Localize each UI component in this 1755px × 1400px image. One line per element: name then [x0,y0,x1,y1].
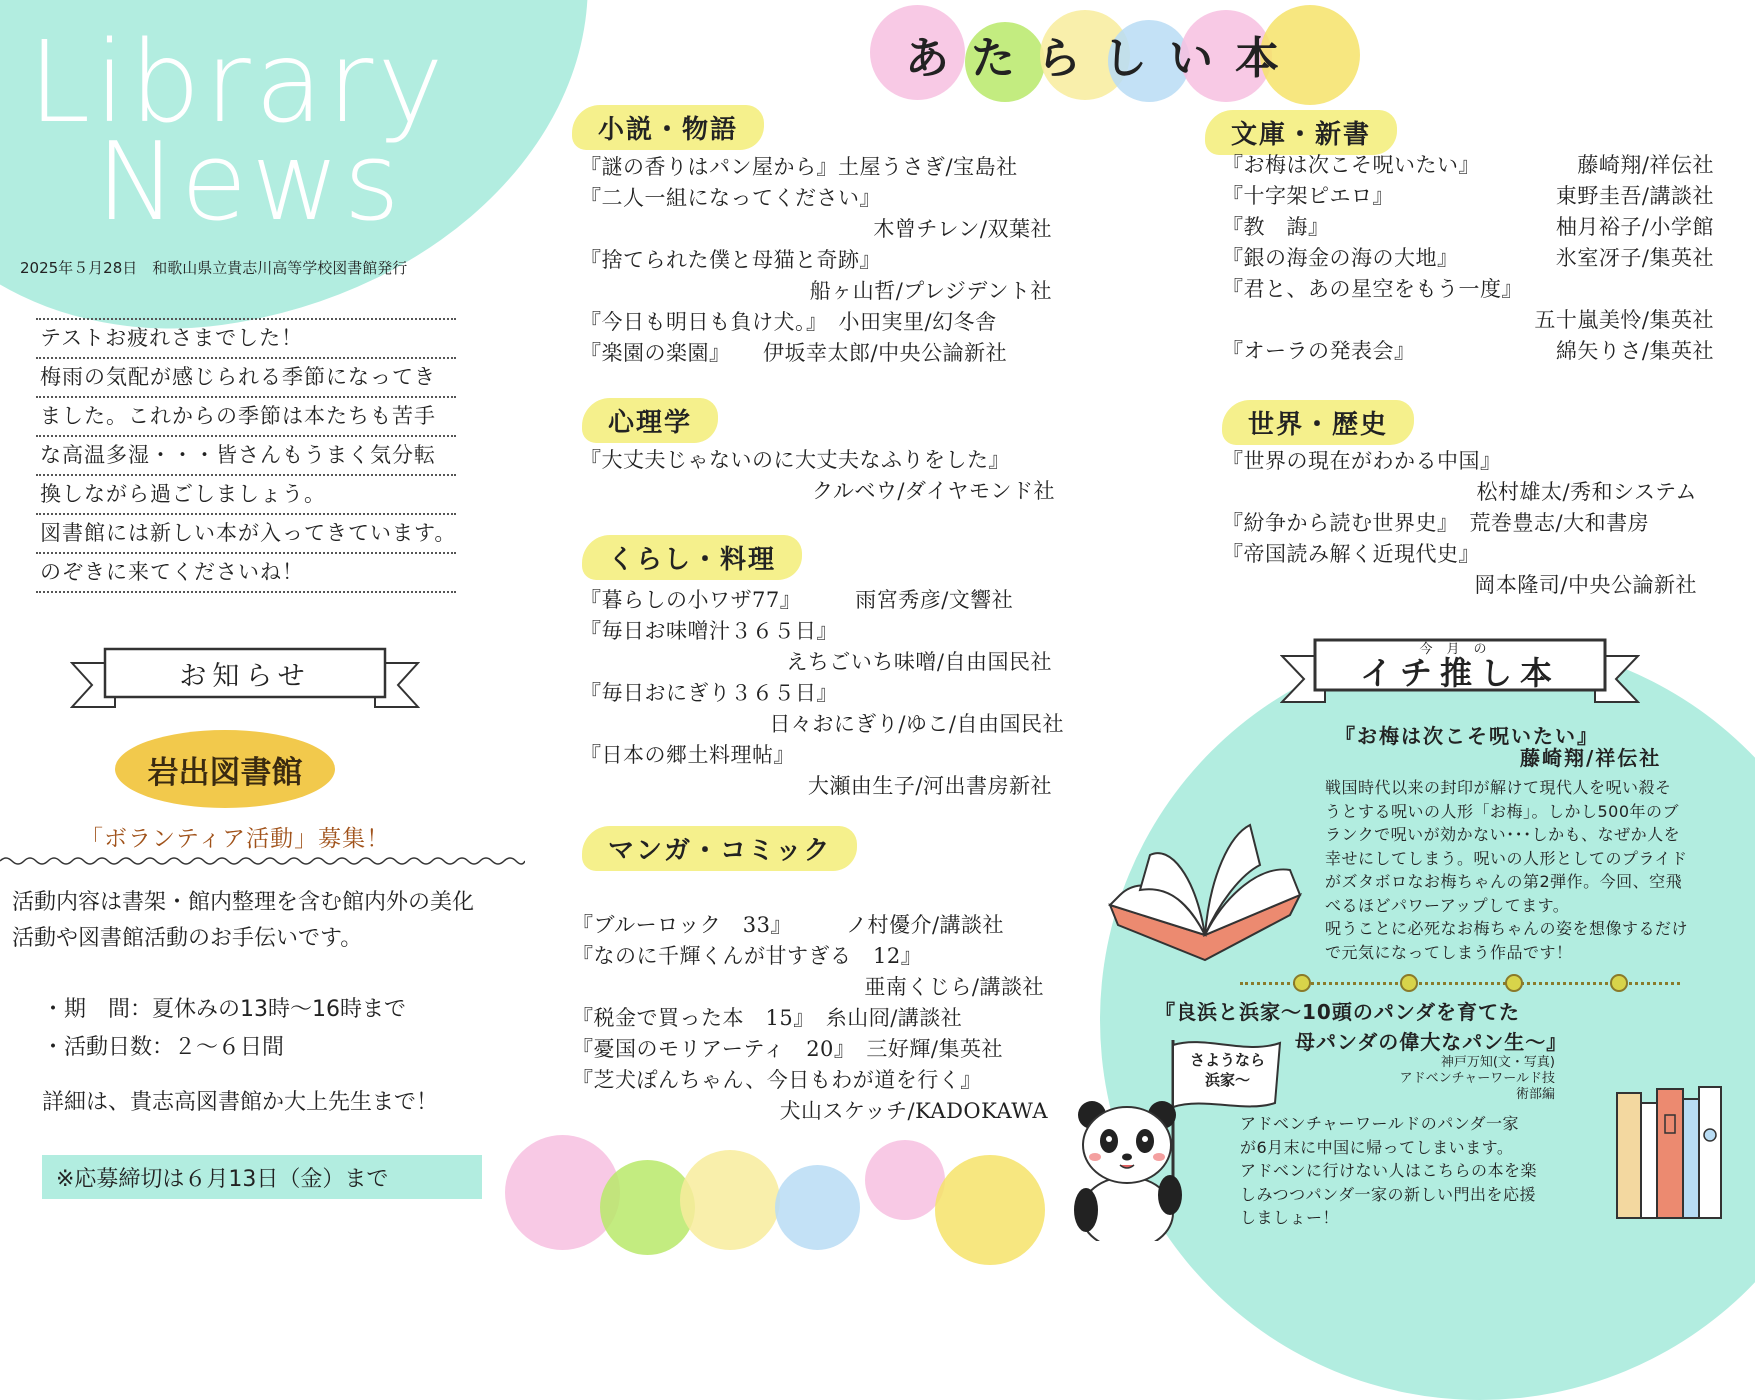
pick-book1-author: 藤崎翔/祥伝社 [1520,746,1662,770]
notice-headline: 「ボランティア活動」募集！ [80,826,391,852]
book-author: 東野圭吾/講談社 [1555,184,1714,208]
pick-book2-title-line1: 『良浜と浜家～10頭のパンダを育てた [1155,1000,1521,1024]
bunko-list [1222,150,1714,367]
pick-book2-desc [1240,1112,1570,1230]
desc-line: べるほどパワーアップしてます。 [1325,895,1570,915]
book-author: 五十嵐美怜/集英社 [1534,308,1714,332]
book-author: 氷室冴子/集英社 [1555,246,1714,270]
desc-line: しみつつパンダ一家の新しい門出を応援 [1240,1184,1537,1204]
book-row [1222,212,1714,243]
intro-line: のぞきに来てくださいね！ [36,554,456,593]
notice-period: ・期 間：夏休みの13時～16時まで [42,997,406,1022]
book-row [1222,305,1714,336]
book-line: 『芝犬ぽんちゃん、今日もわが道を行く』 [572,1068,982,1092]
book-title: 『銀の海金の海の大地』 [1222,246,1459,270]
desc-line: ランクで呪いが効かない･･･しかも、なぜか人を [1325,825,1681,844]
notice-ribbon [70,645,420,715]
flag-text-line: さようなら [1189,1051,1265,1069]
category-living: くらし・料理 [582,535,802,580]
desc-line: が6月末に中国に帰ってしまいます。 [1240,1137,1514,1157]
new-books-title: あたらしい本 [905,33,1301,84]
desc-line: 幸せにしてしまう。呪いの人形としてのプライド [1325,848,1688,868]
book-row [1222,336,1714,367]
book-line: 『毎日お味噌汁３６５日』 [580,619,838,643]
separator-dot-icon [1610,974,1628,992]
notice-days: ・活動日数：２～６日間 [42,1035,285,1060]
decor-circle-pink [865,1140,945,1220]
book-row [1222,243,1714,274]
book-line: 『謎の香りはパン屋から』土屋うさぎ/宝島社 [580,155,1018,179]
book-line: 『暮らしの小ワザ77』 雨宮秀彦/文響社 [580,588,1014,612]
separator-dot-icon [1293,974,1311,992]
publication-info: 2025年５月28日 和歌山県立貴志川高等学校図書館発行 [20,259,408,277]
book-author: 柚月裕子/小学館 [1555,215,1714,239]
pick-book1-title: 『お梅は次こそ呪いたい』 [1335,724,1599,748]
book-row [1222,150,1714,181]
library-badge: 岩出図書館 [115,730,335,808]
notice-body-line: 活動内容は書架・館内整理を含む館内外の美化 [12,890,475,915]
pick-ribbon [1280,636,1640,708]
desc-line: うとする呪いの人形「お梅」。しかし500年のブ [1325,801,1680,821]
book-line: 『日本の郷土料理帖』 [580,743,795,767]
decor-circle-yellow [935,1155,1045,1265]
book-title: 『君と、あの星空をもう一度』 [1222,277,1523,301]
book-line: 『憂国のモリアーティ 20』 三好輝/集英社 [572,1037,1003,1061]
book-line: 『ブルーロック 33』 ノ村優介/講談社 [572,913,1005,937]
book-line: 大瀬由生子/河出書房新社 [807,774,1052,798]
desc-line: しましょー！ [1240,1208,1340,1227]
panda-icon [1062,1095,1192,1241]
desc-line: 戦国時代以来の封印が解けて現代人を呪い殺そ [1325,778,1672,797]
intro-line: テストお疲れさまでした！ [36,318,456,359]
desc-line: アドベンチャーワールドのパンダ一家 [1240,1114,1520,1133]
pick-book2-title-line2: 母パンダの偉大なパン生～』 [1295,1030,1568,1054]
book-line: 『帝国読み解く近現代史』 [1222,542,1480,566]
intro-line: な高温多湿・・・皆さんもうまく気分転 [36,437,456,476]
book-line: 『今日も明日も負け犬。』 小田実里/幻冬舎 [580,310,997,334]
book-line: 松村雄太/秀和システム [1476,480,1697,504]
pick-ribbon-label: イチ推し本 [1359,654,1560,692]
book-line: 『世界の現在がわかる中国』 [1222,449,1502,473]
book-line: 木曾チレン/双葉社 [873,217,1052,241]
decor-circle-yellow [680,1150,780,1250]
book-row [1222,181,1714,212]
category-psychology: 心理学 [582,398,718,443]
book-author: 藤崎翔/祥伝社 [1577,153,1714,177]
intro-message [36,318,456,593]
pick-book2-credit [1380,1055,1555,1103]
separator-dot-icon [1505,974,1523,992]
category-novel: 小説・物語 [572,105,764,150]
book-row [1222,274,1714,305]
desc-line: がズタボロなお梅ちゃんの第2弾作。今回、空飛 [1325,872,1683,891]
book-line: 『楽園の楽園』 伊坂幸太郎/中央公論新社 [580,341,1008,365]
book-line: えちごいち味噌/自由国民社 [786,650,1052,674]
newsletter-title-library: Library [28,18,448,148]
book-line: 『捨てられた僕と母猫と奇跡』 [580,248,881,272]
book-line: 岡本隆司/中央公論新社 [1474,573,1697,597]
deadline-box: ※応募締切は６月13日（金）まで [42,1155,482,1199]
category-bunko: 文庫・新書 [1205,110,1397,155]
category-world: 世界・歴史 [1222,400,1414,445]
notice-detail: 詳細は、貴志高図書館か大上先生まで！ [42,1090,439,1115]
separator-dot-icon [1400,974,1418,992]
credit-line: アドベンチャーワールド技 [1399,1071,1555,1086]
wavy-divider [0,855,525,867]
intro-line: 図書館には新しい本が入ってきています。 [36,515,456,554]
book-title: 『オーラの発表会』 [1222,339,1416,363]
notice-body-line: 活動や図書館活動のお手伝いです。 [12,926,363,951]
category-manga: マンガ・コミック [582,826,857,871]
book-line: 犬山スケッチ/KADOKAWA [779,1099,1048,1123]
books-shelf-icon [1615,1085,1725,1220]
intro-line: ました。これからの季節は本たちも苦手 [36,398,456,437]
book-author: 綿矢りさ/集英社 [1555,339,1714,363]
book-line: 『毎日おにぎり３６５日』 [580,681,838,705]
book-line: 亜南くじら/講談社 [864,975,1044,999]
flag-text-line: 浜家～ [1204,1071,1250,1089]
credit-line: 神戸万知(文・写真) [1440,1055,1555,1070]
book-line: クルベウ/ダイヤモンド社 [811,479,1055,503]
book-line: 『税金で買った本 15』 糸山冏/講談社 [572,1006,963,1030]
book-line: 『なのに千輝くんが甘すぎる 12』 [572,944,923,968]
pick-ribbon-small: 今月の [1419,642,1501,657]
book-line: 『大丈夫じゃないのに大丈夫なふりをした』 [580,448,1010,472]
notice-ribbon-label: お知らせ [179,660,311,692]
intro-line: 梅雨の気配が感じられる季節になってき [36,359,456,398]
newsletter-title-news: News [96,120,404,245]
book-line: 船ヶ山哲/プレジデント社 [809,279,1052,303]
book-title: 『十字架ピエロ』 [1222,184,1394,208]
notice-body [12,885,474,957]
book-line: 『二人一組になってください』 [580,186,881,210]
desc-line: アドベンに行けない人はこちらの本を楽 [1240,1161,1538,1180]
book-title: 『教 誨』 [1222,215,1330,239]
open-book-icon [1100,815,1310,965]
decor-circle-blue [775,1165,860,1250]
credit-line: 術部編 [1515,1087,1555,1102]
pick-book1-desc [1325,776,1725,964]
book-line: 『紛争から読む世界史』 荒巻豊志/大和書房 [1222,511,1650,535]
desc-line: 呪うことに必死なお梅ちゃんの姿を想像するだけ [1325,919,1689,938]
desc-line: で元気になってしまう作品です！ [1325,942,1573,962]
flag-text [1180,1050,1275,1090]
book-line: 日々おにぎり/ゆこ/自由国民社 [769,712,1064,736]
intro-line: 換しながら過ごしましょう。 [36,476,456,515]
book-title: 『お梅は次こそ呪いたい』 [1222,153,1480,177]
